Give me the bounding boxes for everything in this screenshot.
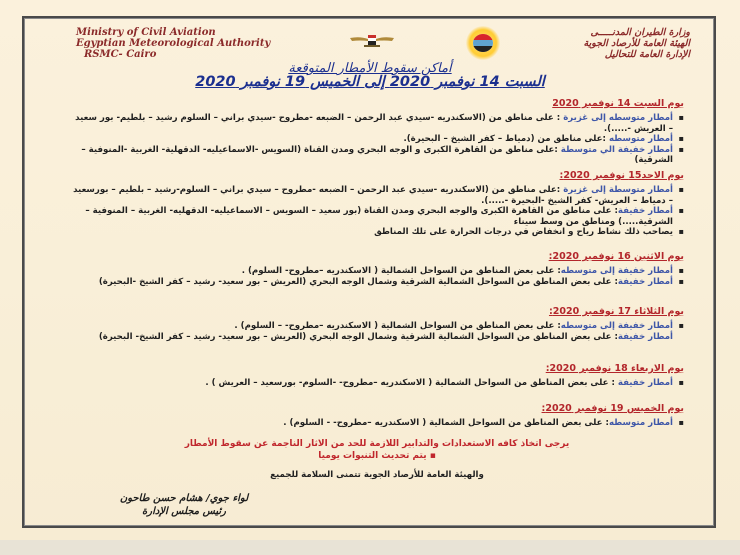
warning-text: يرجى اتخاذ كافه الاستعدادات والتدابير اللازمة للحد من الاثار الناجمة عن سقوط الأمطار [184,439,570,449]
forecast-item: ▪ أمطار خفيفة إلى متوسطه: على بعض المناطق من السواحل الشمالية ( الاسكندريه –مطروح- السلوم) . [70,266,684,277]
day-heading: يوم الاحد15 نوفمبر 2020: [559,170,684,181]
header-ar-line: وزارة الطيران المدنـــــى [590,27,690,38]
day-section-sunday [70,169,684,238]
day-heading: يوم الثلاثاء 17 نوفمبر 2020: [548,306,684,317]
advisory-notice [70,438,684,480]
day-section-wednesday [70,362,684,389]
header-en-line: RSMC- Cairo [84,49,157,60]
day-heading: يوم الاربعاء 18 نوفمبر 2020: [545,363,684,374]
forecast-item: ▪ أمطار خفيفة : على بعض المناطق من السواحل الشمالية ( الاسكندريه –مطروح- -السلوم- بورسعيد – العريش ) . [70,378,684,389]
header-english [76,27,270,60]
signatory-name: لواء جوي/ هشام حسن طاحون [119,493,249,504]
update-text: ▪ يتم تحديث التنبوات يوميا [318,451,436,461]
forecast-item: ▪ أمطار متوسطه: على بعض المناطق من السواحل الشمالية ( الاسكندريه –مطروح- - السلوم) . [70,418,684,429]
bottom-strip [0,540,740,555]
forecast-item: ▪ أمطار متوسطه إلى غزيرة : على مناطق من (الاسكندريه -سيدي عبد الرحمن – الضبعه -مطروح -سيدي براني – السلوم رشيد – بلطيم- بور سعيد – العريش -.....). [70,113,684,134]
forecast-item: ▪ أمطار خفيفة: على بعض المناطق من السواحل الشمالية الشرقية وشمال الوجه البحري (العريش – بور سعيد- رشيد – كفر الشيخ -البحيرة) [70,277,684,288]
header-en-line: Egyptian Meteorological Authority [76,38,271,49]
forecast-item: ▪ أمطار خفيفة: على مناطق من القاهرة الكبرى والوجه البحري ومدن القناة (بور سعيد – السويس – الاسماعيليه- الدقهليه- الغربية – المنوفية – الشرقية.....) ومناطق من وسط سيناء [70,206,684,227]
forecast-item: ▪ أمطار متوسطة إلى غزيرة :على مناطق من (الاسكندريه -سيدي عبد الرحمن – الضبعه -مطروح – سيدي براني – السلوم-رشيد – بلطيم – بورسعيد – دمياط – العريش- كفر الشيخ -البحيرة -.....). [70,185,684,206]
forecast-item: ▪ يصاحب ذلك نشاط رياح و انخفاض في درجات الحرارة على تلك المناطق [70,227,684,238]
ministry-wings-logo-icon [350,32,394,48]
signatory-position: رئيس مجلس الإدارة [142,506,226,517]
forecast-item: أمطار خفيفة: على بعض المناطق من السواحل الشمالية الشرقية وشمال الوجه البحري (العريش – بور سعيد- رشيد – كفر الشيخ- البحيرة) [98,331,673,342]
document-title: أماكن سقوط الأمطار المتوقعة [288,61,452,76]
day-section-saturday [70,97,684,166]
forecast-item: ▪ أمطار خفيفة الي متوسطة :على مناطق من القاهرة الكبرى و الوجه البحري ومدن القناة (السويس -الاسماعيليه- الدقهلية- الغربية -المنوفية – الشرقية) [70,145,684,166]
ema-sun-logo-icon [466,26,500,60]
day-section-tuesday [70,305,684,342]
bullet-icon: ▪ [426,451,436,461]
header-ar-line: الهيئة العامة للأرصاد الجوية [583,38,690,49]
forecast-item: ▪ أمطار متوسطه :على مناطق من (دمياط – كفر الشيخ – البحيرة). [70,134,684,145]
day-section-monday [70,250,684,287]
header-arabic [583,27,690,60]
forecast-item: ▪ أمطار خفيفة إلى متوسطه: على بعض المناطق من السواحل الشمالية ( الاسكندريه –مطروح- – السلوم) . [70,321,684,332]
day-heading: يوم الاثنين 16 نوفمبر 2020: [548,251,684,262]
day-section-thursday [70,402,684,429]
day-heading: يوم السبت 14 نوفمبر 2020 [552,98,684,109]
header-en-line: Ministry of Civil Aviation [76,27,216,38]
header-ar-line: الإدارة العامة للتحاليل [604,49,690,60]
signature-block [104,492,264,518]
day-heading: يوم الخميس 19 نوفمبر 2020: [541,403,684,414]
closing-text: والهيئة العامة للأرصاد الجوية تتمنى السلامة للجميع [270,470,484,480]
document-date-range: السبت 14 نوفمبر 2020 إلى الخميس 19 نوفمبر 2020 [195,74,545,90]
